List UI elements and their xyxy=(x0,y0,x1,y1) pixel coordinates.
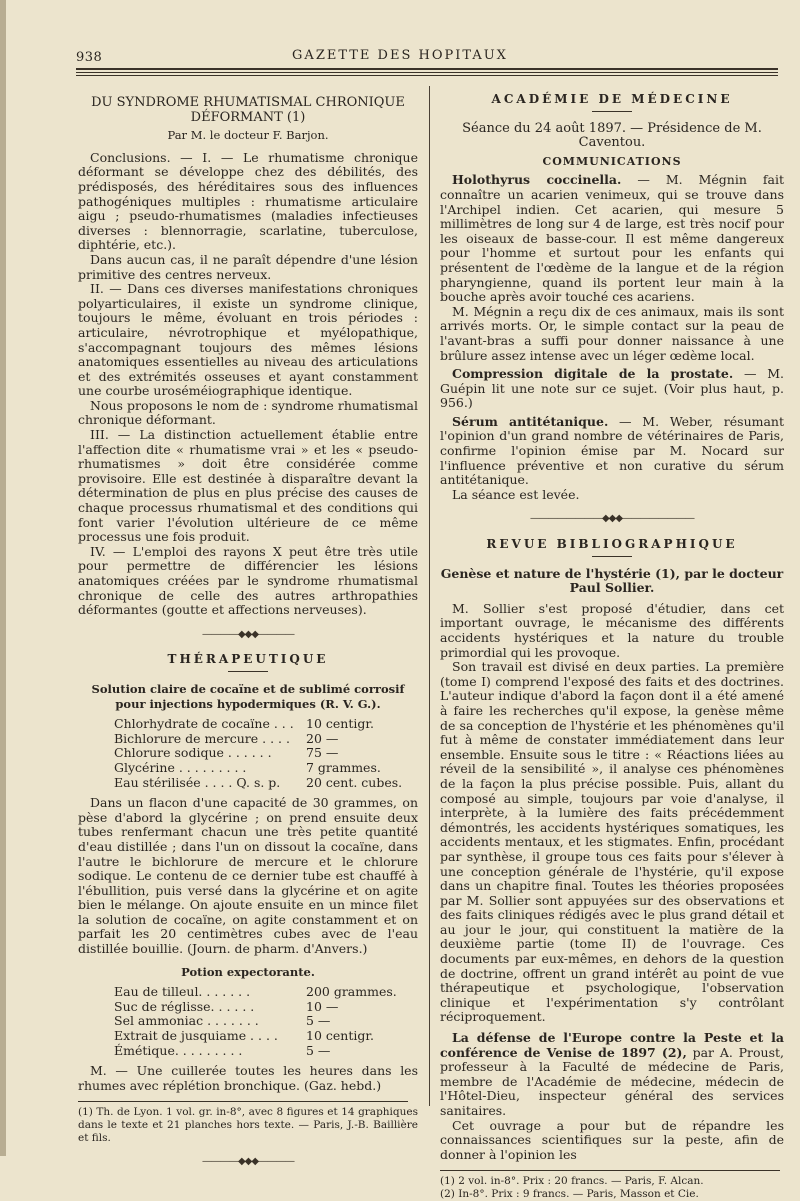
footnote-rule xyxy=(78,1101,408,1102)
paragraph xyxy=(440,173,784,304)
footnote: (2) In-8°. Prix : 9 francs. — Paris, Masson et Cie. xyxy=(440,1188,699,1201)
recipe-title: Solution claire de cocaïne et de sublimé corrosif pour injections hypodermiques (R. V. G.). xyxy=(91,681,405,711)
section-heading-academie: ACADÉMIE DE MÉDECINE xyxy=(491,92,733,106)
section-ornament: ————◆◆◆———— xyxy=(201,628,295,640)
paragraph-lead: Compression digitale de la prostate. xyxy=(452,366,734,382)
review-title: Genèse et nature de l'hystérie (1), par le docteur Paul Sollier. xyxy=(440,565,784,596)
paragraph: M. — Une cuillerée toutes les heures dans les rhumes avec réplétion bronchique. (Gaz. hebd.) xyxy=(78,1063,418,1093)
ingredient: Eau de tilleul. . . . . . . xyxy=(114,984,251,1000)
left-column xyxy=(78,88,418,1180)
footnote: (1) Th. de Lyon. 1 vol. gr. in-8°, avec 8 figures et 14 graphiques dans le texte et 21 planches hors texte. — Paris, J.-B. Baillière et fils. xyxy=(78,1106,418,1145)
header-rule xyxy=(76,68,778,70)
footnote-rule xyxy=(440,1170,780,1171)
ingredient: Sel ammoniac . . . . . . . xyxy=(114,1013,259,1029)
recipe-row xyxy=(114,717,418,732)
recipe-row xyxy=(114,1044,418,1059)
ingredient: Chlorhydrate de cocaïne . . . xyxy=(114,716,294,732)
section-ornament: ————————◆◆◆———————— xyxy=(529,513,695,525)
paragraph-text: — M. Mégnin fait connaître un acarien venimeux, qui se trouve dans l'Archipel indien. Cet acarien, qui mesure 5 millimètres de long sur 4 de large, est très nocif pour les oiseaux de basse-cour. Il est même dangereux pour l'homme et surtout pour les enfants qui présentent de l'œdème de la langue et de la région pharyngienne, quand ils portent leur main à la bouche après avoir touché ces acariens. xyxy=(440,172,784,305)
paragraph: II. — Dans ces diverses manifestations chroniques polyarticulaires, il existe un syndrome clinique, toujours le même, évoluant en trois périodes : articulaire, névrotrophique et myélopathique, s'accompagnant toujours des mêmes lésions anatomiques essentielles au niveau des articulations et des extrémités osseuses et ayant constamment une courbe uroséméiographique identique. xyxy=(78,281,418,399)
page-number: 938 xyxy=(76,50,103,65)
section-heading-revue: REVUE BIBLIOGRAPHIQUE xyxy=(486,537,738,552)
recipe-title: Potion expectorante. xyxy=(181,964,315,979)
header-rule xyxy=(76,75,778,76)
recipe-row xyxy=(114,1000,418,1015)
recipe-row xyxy=(114,732,418,747)
section-ornament: ————◆◆◆———— xyxy=(201,1156,295,1168)
paragraph: IV. — L'emploi des rayons X peut être très utile pour permettre de différencier les lésions anatomiques créées par le syndrome rhumatismal chronique de celle des autres arthropathies déformantes (goutte et affections nerveuses). xyxy=(78,543,418,618)
ingredient: Chlorure sodique . . . . . . xyxy=(114,745,272,761)
paragraph: Conclusions. — I. — Le rhumatisme chronique déformant se développe chez des débilités, des prédisposés, des héréditaires sous des influences pathogéniques multiples : rhumatisme articulaire aigu ; pseudo-rhumatismes (maladies infectieuses diverses : blennorragie, scarlatine, tuberculose, diphtérie, etc.). xyxy=(78,149,418,253)
heading-rule xyxy=(592,556,632,557)
quantity: 7 grammes. xyxy=(306,759,381,775)
paragraph-text: — M. Weber, résumant l'opinion d'un grand nombre de vétérinaires de Paris, confirme l'opinion émise par M. Nocard sur l'influence préventive et non curative du sérum antitétanique. xyxy=(440,413,784,488)
quantity: 5 — xyxy=(306,1042,331,1058)
heading-rule xyxy=(228,671,268,672)
column-divider xyxy=(429,86,430,1106)
recipe-row xyxy=(114,776,418,791)
paragraph: M. Mégnin a reçu dix de ces animaux, mais ils sont arrivés morts. Or, le simple contact sur la peau de l'avant-bras a suffi pour donner naissance à une brûlure assez intense avec un léger œdème local. xyxy=(440,303,784,363)
ingredient: Suc de réglisse. . . . . . xyxy=(114,998,255,1014)
paragraph: III. — La distinction actuellement établie entre l'affection dite « rhumatisme vrai » et les « pseudo-rhumatismes » doit être considérée comme provisoire. Elle est destinée à disparaître devant la détermination de plus en plus précise des causes de chaque processus rhumatismal et des conditions qui font varier l'évolution ultérieure de ce même processus une fois produit. xyxy=(78,427,418,545)
quantity: 20 — xyxy=(306,730,339,746)
ingredient: Bichlorure de mercure . . . . xyxy=(114,730,290,746)
quantity: 20 cent. cubes. xyxy=(306,774,403,790)
recipe-row xyxy=(114,746,418,761)
paragraph-text: par A. Proust, professeur à la Faculté de médecine de Paris, membre de l'Académie de médecine, médecin de l'Hôtel-Dieu, inspecteur général des services sanitaires. xyxy=(440,1044,784,1118)
session-title: Séance du 24 août 1897. — Présidence de M. Caventou. xyxy=(462,120,762,151)
paragraph: M. Sollier s'est proposé d'étudier, dans cet important ouvrage, le mécanisme des différents accidents hystériques et la nature du trouble primordial qui les provoque. xyxy=(440,600,784,660)
ingredient: Eau stérilisée . . . . Q. s. p. xyxy=(114,774,281,790)
quantity: 75 — xyxy=(306,745,339,761)
running-title: GAZETTE DES HOPITAUX xyxy=(292,48,508,63)
quantity: 10 — xyxy=(306,998,339,1014)
paragraph-lead: Holothyrus coccinella. xyxy=(452,172,622,188)
quantity: 5 — xyxy=(306,1013,331,1029)
recipe-list xyxy=(114,985,418,1058)
article-byline: Par M. le docteur F. Barjon. xyxy=(167,128,329,143)
communications-heading: COMMUNICATIONS xyxy=(542,154,682,168)
paragraph-lead: La défense de l'Europe contre la Peste et la conférence de Venise de 1897 (2), xyxy=(440,1030,784,1060)
paragraph: Cet ouvrage a pour but de répandre les connaissances scientifiques sur la peste, afin de donner à l'opinion les xyxy=(440,1117,784,1162)
paragraph-text: — M. Guépin lit une note sur ce sujet. (Voir plus haut, p. 956.) xyxy=(440,366,784,411)
paragraph-lead: Sérum antitétanique. xyxy=(452,413,609,429)
section-heading-therapeutique: THÉRAPEUTIQUE xyxy=(167,652,329,667)
paragraph: La séance est levée. xyxy=(452,486,580,502)
paragraph: Dans aucun cas, il ne paraît dépendre d'une lésion primitive des centres nerveux. xyxy=(78,251,418,282)
quantity: 10 centigr. xyxy=(306,716,374,732)
quantity: 200 grammes. xyxy=(306,984,397,1000)
article-title: DU SYNDROME RHUMATISMAL CHRONIQUE DÉFORMANT (1) xyxy=(91,95,405,125)
recipe-row xyxy=(114,1029,418,1044)
recipe-list xyxy=(114,717,418,790)
paragraph: Dans un flacon d'une capacité de 30 grammes, on pèse d'abord la glycérine ; on prend ensuite deux tubes renfermant chacun une très petite quantité d'eau distillée ; dans l'un on dissout la cocaïne, dans l'autre le bichlorure de mercure et le chlorure sodique. Le contenu de ce dernier tube est chauffé à l'ébullition, puis versé dans la glycérine et on agite bien le mélange. On ajoute ensuite en un mince filet la solution de cocaïne, on agite constamment et on parfait les 20 centimètres cubes avec de l'eau distillée bouillie. (Journ. de pharm. d'Anvers.) xyxy=(78,795,418,957)
heading-rule xyxy=(592,111,632,112)
ingredient: Extrait de jusquiame . . . . xyxy=(114,1028,278,1044)
paragraph: Nous proposons le nom de : syndrome rhumatismal chronique déformant. xyxy=(78,397,418,428)
quantity: 10 centigr. xyxy=(306,1028,374,1044)
page-edge-shadow xyxy=(0,0,6,1156)
paragraph xyxy=(440,415,784,488)
footnote: (1) 2 vol. in-8°. Prix : 20 francs. — Paris, F. Alcan. xyxy=(440,1175,704,1188)
recipe-row xyxy=(114,1014,418,1029)
paragraph: Son travail est divisé en deux parties. La première (tome I) comprend l'exposé des faits et des doctrines. L'auteur indique d'abord la façon dont il a été amené à faire les recherches qu'il expose, la genèse même de sa conception de l'hystérie et les phénomènes qu'il fut à même de constater immédiatement dans leur ensemble. Ensuite sous le titre : « Réactions liées au réveil de la sensibilité », il analyse ces phénomènes de la façon la plus précise possible. Puis, allant du composé au simple, toujours par voie d'analyse, il interprète, à la lumière des faits précédemment démontrés, les accidents hystériques somatiques, les accidents mentaux, et les stigmates. Enfin, procédant par synthèse, il groupe tous ces faits pour s'élever à une conception générale de l'hystérie, qu'il expose dans un chapitre final. Toutes les théories proposées par M. Sollier sont appuyées sur des observations et des faits cliniques rédigés avec le plus grand détail et au jour le jour, qui constituent la matière de la deuxième partie (tome II) de l'ouvrage. Ces documents par eux-mêmes, en dehors de la question de doctrine, offrent un grand intérêt au point de vue thérapeutique et psychologique, l'observation clinique et l'expérimentation s'y contrôlant réciproquement. xyxy=(440,659,784,1025)
paragraph xyxy=(440,1031,784,1119)
ingredient: Émétique. . . . . . . . . xyxy=(114,1042,243,1058)
paragraph xyxy=(440,367,784,411)
header-rule xyxy=(76,72,778,73)
recipe-row xyxy=(114,985,418,1000)
right-column xyxy=(440,88,784,1201)
ingredient: Glycérine . . . . . . . . . xyxy=(114,759,247,775)
recipe-row xyxy=(114,761,418,776)
